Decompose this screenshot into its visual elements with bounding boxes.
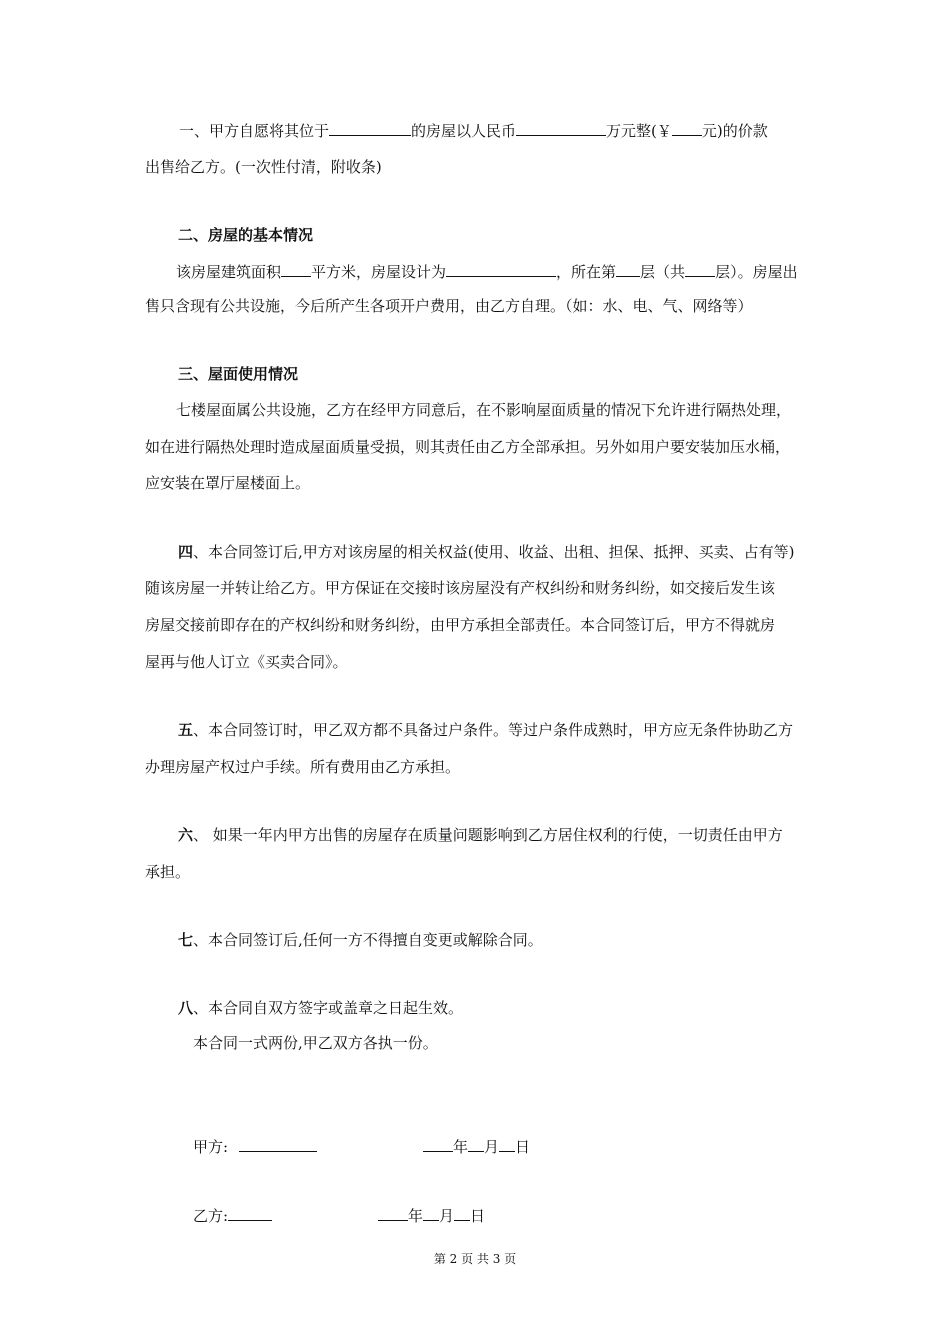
clause-5-line-2: 办理房屋产权过户手续。所有费用由乙方承担。	[145, 758, 461, 776]
party-a-signature-row	[193, 1136, 317, 1157]
clause-6-text: 、 如果一年内甲方出售的房屋存在质量问题影响到乙方居住权利的行使，一切责任由甲方	[193, 826, 783, 844]
floor-blank[interactable]	[616, 261, 640, 277]
clause-4-line-3: 房屋交接前即存在的产权纠纷和财务纠纷，由甲方承担全部责任。本合同签订后，甲方不得就房	[145, 616, 776, 634]
clause-8-text: 、本合同自双方签字或盖章之日起生效。	[193, 999, 464, 1017]
clause-1-text: 的房屋以人民币	[411, 122, 517, 140]
clause-1-text: 元)的价款	[701, 122, 768, 140]
year-label: 年	[408, 1207, 424, 1225]
party-b-signature-blank[interactable]	[228, 1205, 272, 1221]
clause-1-line-1	[179, 120, 768, 141]
party-a-year-blank[interactable]	[423, 1136, 453, 1152]
clause-2-text: 层）。房屋出	[715, 263, 798, 281]
party-a-day-blank[interactable]	[499, 1136, 515, 1152]
clause-6-line-1	[178, 825, 783, 845]
clause-7-line-1	[178, 930, 543, 950]
party-b-signature-row	[193, 1205, 272, 1226]
clause-2-line-2: 售只含现有公共设施，今后所产生各项开户费用，由乙方自理。（如：水、电、气、网络等）	[145, 297, 753, 315]
clause-6-number: 六	[178, 826, 194, 844]
party-a-label: 甲方:	[193, 1138, 229, 1156]
clause-7-number: 七	[178, 931, 194, 949]
clause-6-line-2: 承担。	[145, 863, 191, 881]
party-b-label: 乙方:	[193, 1207, 229, 1225]
party-a-month-blank[interactable]	[468, 1136, 484, 1152]
month-label: 月	[484, 1138, 500, 1156]
clause-2-text: 层（共	[640, 263, 686, 281]
total-floors-blank[interactable]	[685, 261, 715, 277]
clause-4-line-1	[178, 542, 795, 562]
design-blank[interactable]	[446, 261, 556, 277]
clause-8-line-2: 本合同一式两份,甲乙双方各执一份。	[193, 1034, 438, 1052]
clause-1-line-2: 出售给乙方。(一次性付清，附收条)	[145, 158, 382, 176]
year-label: 年	[453, 1138, 469, 1156]
party-b-day-blank[interactable]	[454, 1205, 470, 1221]
clause-4-line-2: 随该房屋一并转让给乙方。甲方保证在交接时该房屋没有产权纠纷和财务纠纷，如交接后发生该	[145, 579, 776, 597]
clause-3-heading: 三、屋面使用情况	[178, 365, 299, 383]
clause-3-line-3: 应安装在罩厅屋楼面上。	[145, 474, 311, 492]
clause-1-text: 万元整(￥	[606, 122, 672, 140]
party-b-year-blank[interactable]	[378, 1205, 408, 1221]
clause-4-text: 、本合同签订后,甲方对该房屋的相关权益(使用、收益、出租、担保、抵押、买卖、占有等)	[193, 543, 795, 561]
clause-5-number: 五	[178, 721, 194, 739]
price-number-blank[interactable]	[672, 120, 702, 136]
clause-8-line-1	[178, 998, 463, 1018]
clause-2-text: 平方米，房屋设计为	[311, 263, 447, 281]
clause-2-heading: 二、房屋的基本情况	[178, 226, 314, 244]
price-words-blank[interactable]	[516, 120, 606, 136]
clause-1-text: 一、甲方自愿将其位于	[179, 122, 330, 140]
page-footer: 第 2 页 共 3 页	[433, 1252, 517, 1266]
clause-3-line-1: 七楼屋面属公共设施，乙方在经甲方同意后，在不影响屋面质量的情况下允许进行隔热处理，	[176, 401, 792, 419]
party-b-date-row	[378, 1205, 485, 1226]
day-label: 日	[470, 1207, 486, 1225]
clause-2-text: ，所在第	[556, 263, 617, 281]
party-a-signature-blank[interactable]	[239, 1136, 317, 1152]
clause-4-line-4: 屋再与他人订立《买卖合同》。	[145, 653, 348, 671]
party-b-month-blank[interactable]	[423, 1205, 439, 1221]
clause-5-line-1	[178, 720, 793, 740]
clause-2-text: 该房屋建筑面积	[176, 263, 282, 281]
clause-8-number: 八	[178, 999, 194, 1017]
location-blank[interactable]	[329, 120, 411, 136]
clause-4-number: 四	[178, 543, 194, 561]
clause-5-text: 、本合同签订时，甲乙双方都不具备过户条件。等过户条件成熟时，甲方应无条件协助乙方	[193, 721, 794, 739]
area-blank[interactable]	[281, 261, 311, 277]
day-label: 日	[515, 1138, 531, 1156]
clause-2-line-1	[176, 261, 798, 282]
party-a-date-row	[423, 1136, 530, 1157]
month-label: 月	[439, 1207, 455, 1225]
clause-7-text: 、本合同签订后,任何一方不得擅自变更或解除合同。	[193, 931, 543, 949]
clause-3-line-2: 如在进行隔热处理时造成屋面质量受损，则其责任由乙方全部承担。另外如用户要安装加压水桶，	[145, 438, 791, 456]
